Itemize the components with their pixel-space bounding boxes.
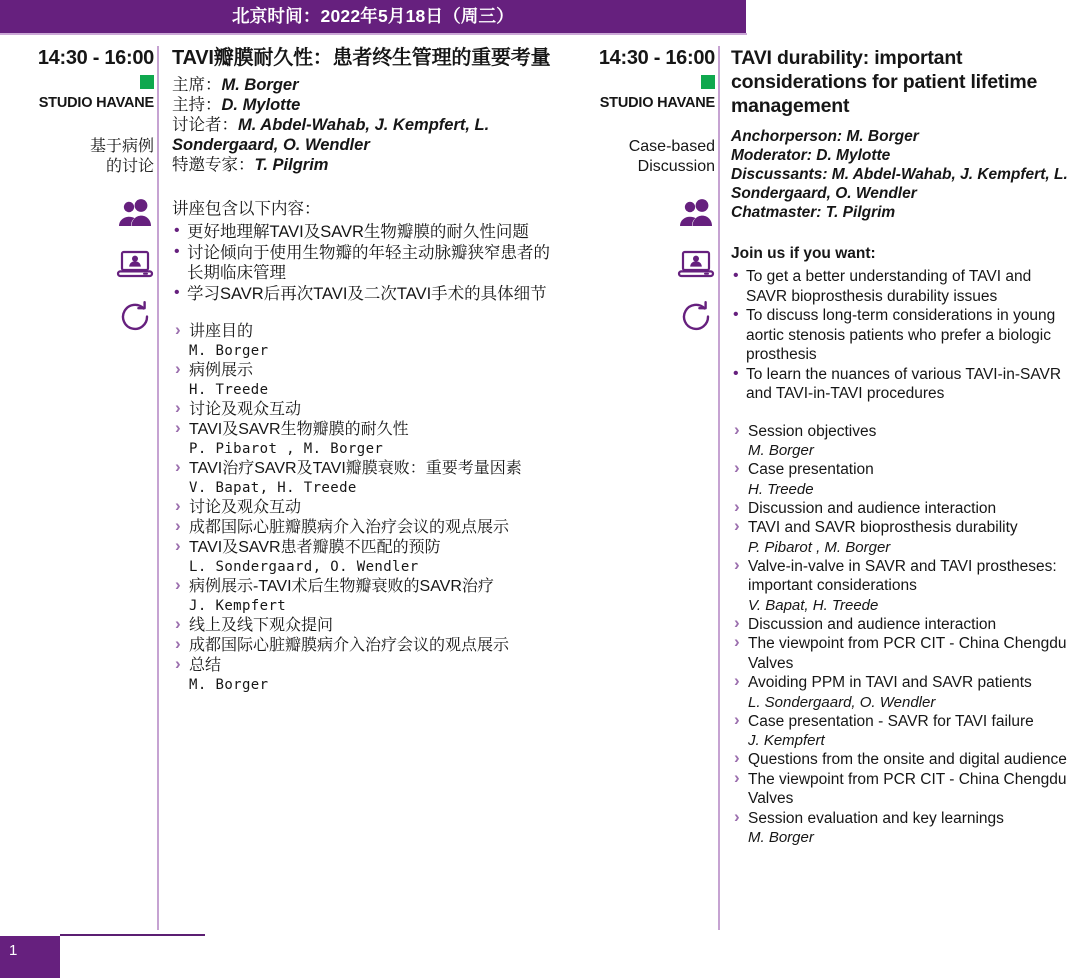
agenda-speaker: M. Borger <box>748 442 814 459</box>
header-bar <box>0 0 746 33</box>
session-room-cn: STUDIO HAVANE <box>38 95 154 111</box>
list-item <box>172 498 557 518</box>
agenda-title: Session evaluation and key learnings <box>748 809 1004 827</box>
agenda-title: TAVI治疗SAVR及TAVI瓣膜衰败：重要考量因素 <box>189 460 522 477</box>
list-item <box>172 577 557 616</box>
agenda-title: 讨论及观众互动 <box>189 401 302 418</box>
list-item: • To learn the nuances of various TAVI-in-SAVR and TAVI-in-TAVI procedures <box>731 365 1071 404</box>
list-item: • 学习SAVR后再次TAVI及二次TAVI手术的具体细节 <box>172 284 557 305</box>
list-item: • 讨论倾向于使用生物瓣的年轻主动脉瓣狭窄患者的长期临床管理 <box>172 243 557 284</box>
session-title-en: TAVI durability: important considerations for patient lifetime management <box>731 47 1038 117</box>
role-chatmaster-label-cn: 特邀专家： <box>172 156 255 174</box>
agenda-title: Case presentation - SAVR for TAVI failure <box>748 712 1034 730</box>
list-item <box>172 616 557 636</box>
agenda-title: TAVI and SAVR bioprosthesis durability <box>748 519 1018 536</box>
list-item <box>731 634 1071 673</box>
agenda-speaker: V. Bapat, H. Treede <box>748 596 879 614</box>
content-column-english <box>731 46 1071 847</box>
list-item: • To discuss long-term considerations in young aortic stenosis patients who prefer a biologic prosthesis <box>731 306 1071 365</box>
agenda-title: 病例展示 <box>189 362 254 379</box>
agenda-title: 成都国际心脏瓣膜病介入治疗会议的观点展示 <box>189 519 510 536</box>
laptop-webcast-icon <box>677 249 715 283</box>
people-group-icon <box>116 199 154 233</box>
people-group-icon <box>677 199 715 233</box>
list-item <box>172 518 557 538</box>
role-chairperson-value-cn: M. Borger <box>221 76 299 94</box>
agenda-title: Discussion and audience interaction <box>748 615 997 633</box>
list-item <box>731 809 1071 848</box>
agenda-speaker: L. Sondergaard, O. Wendler <box>748 693 936 711</box>
content-column-chinese <box>172 46 557 695</box>
agenda-list-cn <box>172 322 557 695</box>
role-moderator-value-cn: D. Mylotte <box>221 96 301 114</box>
agenda-title: 讨论及观众互动 <box>189 499 302 516</box>
agenda-title: Valve-in-valve in SAVR and TAVI prostheses: important considerations <box>748 557 1057 594</box>
role-chatmaster-en: Chatmaster: T. Pilgrim <box>731 204 896 221</box>
agenda-title: TAVI及SAVR患者瓣膜不匹配的预防 <box>189 539 441 556</box>
status-badge-en-row <box>567 75 715 89</box>
list-item <box>731 750 1071 770</box>
role-moderator-label-cn: 主持： <box>172 96 222 114</box>
session-format-en-line2: Discussion <box>637 158 715 175</box>
role-discussants-label-cn: 讨论者： <box>172 116 238 134</box>
session-format-cn <box>6 137 154 177</box>
list-item <box>172 459 557 498</box>
agenda-speaker: M. Borger <box>748 829 814 846</box>
agenda-title: Session objectives <box>748 422 877 440</box>
status-badge-cn-row <box>6 75 154 89</box>
session-room-en: STUDIO HAVANE <box>599 95 715 111</box>
agenda-list-en <box>731 422 1071 848</box>
column-divider-left <box>157 46 159 930</box>
session-format-en-line1: Case-based <box>628 138 715 155</box>
role-discussants-cn <box>172 115 557 155</box>
page-number-badge <box>0 936 60 978</box>
agenda-title: Avoiding PPM in TAVI and SAVR patients <box>748 674 1032 691</box>
agenda-speaker: J. Kempfert <box>748 732 825 749</box>
role-discussants-en: Discussants: M. Abdel-Wahab, J. Kempfert, L. Sondergaard, O. Wendler <box>731 166 1068 202</box>
list-item <box>731 615 1071 635</box>
agenda-speaker: V. Bapat, H. Treede <box>189 480 357 496</box>
session-time-cn: 14:30 - 16:00 <box>37 47 154 69</box>
meta-column-chinese <box>6 46 154 349</box>
objectives-heading-cn: 讲座包含以下内容： <box>172 200 321 218</box>
agenda-title: The viewpoint from PCR CIT - China Chengdu Valves <box>748 635 1067 672</box>
session-time-en: 14:30 - 16:00 <box>598 47 715 69</box>
session-format-cn-line1: 基于病例 <box>89 138 154 155</box>
role-moderator-cn <box>172 95 557 115</box>
laptop-webcast-icon <box>116 249 154 283</box>
icon-stack-cn <box>6 199 154 333</box>
agenda-title: The viewpoint from PCR CIT - China Chengdu Valves <box>748 770 1067 807</box>
role-chairperson-label-cn: 主席： <box>172 76 222 94</box>
session-roles-cn <box>172 75 557 175</box>
list-item <box>172 400 557 420</box>
agenda-title: 讲座目的 <box>189 323 254 340</box>
icon-stack-en <box>567 199 715 333</box>
list-item <box>172 361 557 400</box>
replay-circle-icon <box>677 299 715 333</box>
header-underline <box>0 33 747 35</box>
role-chatmaster-cn <box>172 155 557 175</box>
status-badge-en <box>701 75 715 89</box>
agenda-title: Discussion and audience interaction <box>748 499 997 517</box>
status-badge-cn <box>140 75 154 89</box>
session-format-en <box>567 137 715 177</box>
page-number: 1 <box>9 942 18 959</box>
agenda-title: 线上及线下观众提问 <box>189 617 334 634</box>
list-item <box>172 538 557 577</box>
agenda-speaker: M. Borger <box>189 677 269 693</box>
agenda-title: 成都国际心脏瓣膜病介入治疗会议的观点展示 <box>189 637 510 654</box>
session-roles-en <box>731 127 1071 222</box>
agenda-speaker: L. Sondergaard, O. Wendler <box>189 559 419 575</box>
agenda-speaker: H. Treede <box>189 382 269 398</box>
role-chatmaster-value-cn: T. Pilgrim <box>254 156 329 174</box>
list-item <box>731 518 1071 557</box>
role-chairperson-cn <box>172 75 557 95</box>
agenda-title: TAVI及SAVR生物瓣膜的耐久性 <box>189 421 409 438</box>
list-item <box>172 322 557 361</box>
list-item <box>731 422 1071 461</box>
agenda-speaker: P. Pibarot , M. Borger <box>189 441 384 457</box>
agenda-speaker: J. Kempfert <box>189 598 287 614</box>
session-format-cn-line2: 的讨论 <box>105 158 154 175</box>
objectives-list-en <box>731 267 1071 404</box>
agenda-title: 总结 <box>189 657 222 674</box>
list-item <box>731 770 1071 809</box>
footer-rule <box>60 934 205 936</box>
list-item <box>731 712 1071 751</box>
list-item <box>172 656 557 695</box>
replay-circle-icon <box>116 299 154 333</box>
agenda-speaker: H. Treede <box>748 480 814 498</box>
role-moderator-en: Moderator: D. Mylotte <box>731 147 891 164</box>
list-item <box>731 673 1071 712</box>
list-item <box>172 420 557 459</box>
list-item <box>731 460 1071 499</box>
role-anchorperson-en: Anchorperson: M. Borger <box>731 128 919 145</box>
agenda-speaker: P. Pibarot , M. Borger <box>748 538 891 556</box>
role-discussants-value-cn: M. Abdel-Wahab, J. Kempfert, L. Sondergaard, O. Wendler <box>172 116 490 154</box>
objectives-list-cn <box>172 222 557 304</box>
column-divider-right <box>718 46 720 930</box>
list-item: • 更好地理解TAVI及SAVR生物瓣膜的耐久性问题 <box>172 222 557 243</box>
list-item: • To get a better understanding of TAVI and SAVR bioprosthesis durability issues <box>731 267 1071 306</box>
agenda-title: 病例展示-TAVI术后生物瓣衰败的SAVR治疗 <box>189 578 494 595</box>
objectives-heading-en: Join us if you want: <box>731 245 876 262</box>
agenda-title: Case presentation <box>748 461 874 478</box>
list-item <box>731 499 1071 519</box>
session-title-cn: TAVI瓣膜耐久性：患者终生管理的重要考量 <box>172 47 551 69</box>
agenda-speaker: M. Borger <box>189 343 269 359</box>
list-item <box>172 636 557 656</box>
agenda-title: Questions from the onsite and digital audience <box>748 751 1067 768</box>
meta-column-english <box>567 46 715 349</box>
list-item <box>731 557 1071 615</box>
header-date-title: 北京时间：2022年5月18日（周三） <box>232 6 514 26</box>
